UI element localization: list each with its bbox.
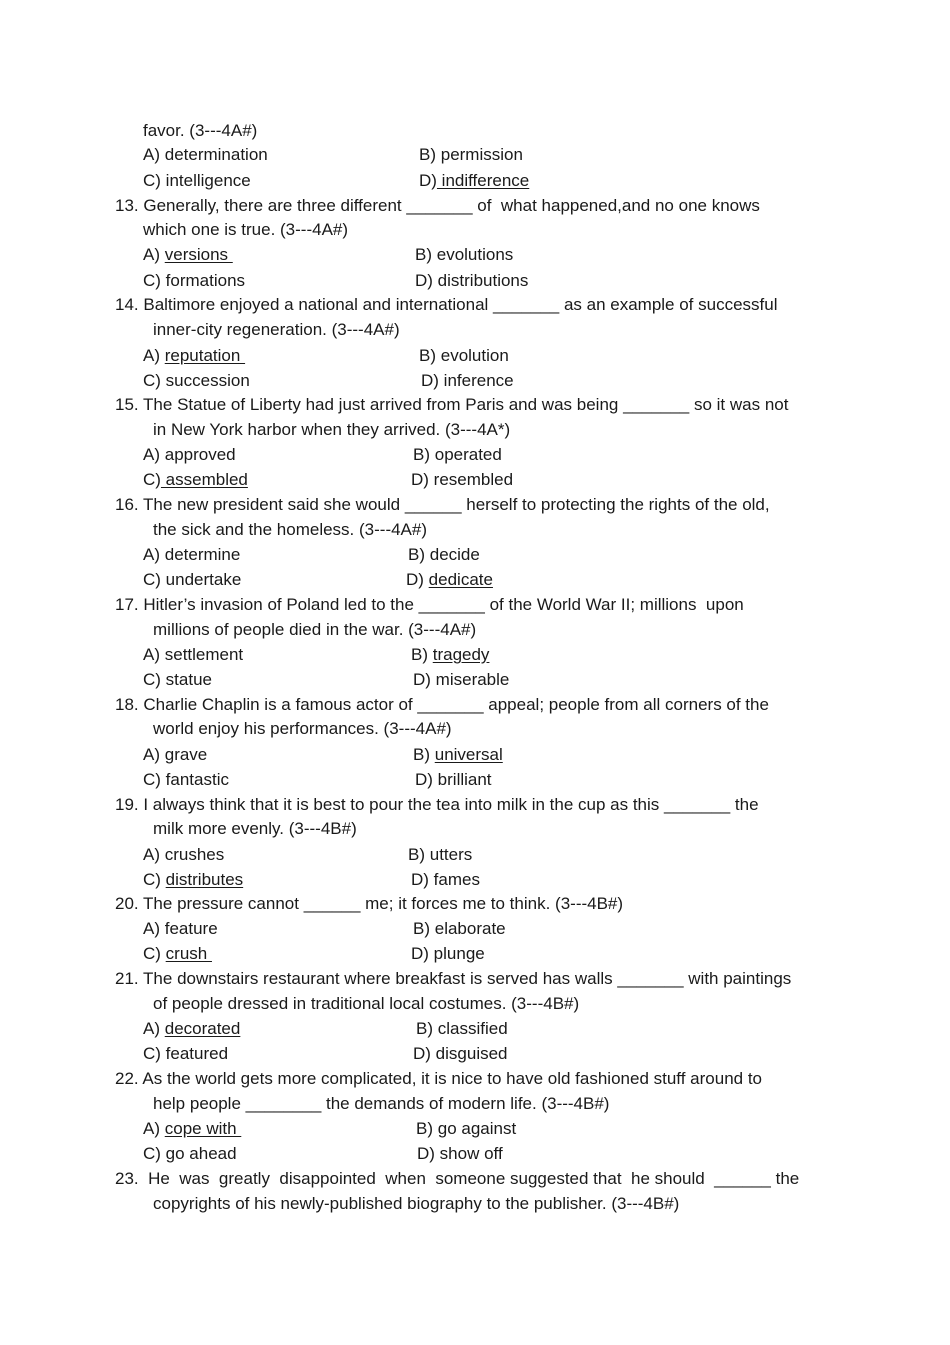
option-label: D) (406, 570, 429, 589)
option-label: D) (421, 371, 444, 390)
answer-text: universal (434, 745, 503, 764)
option-a (143, 445, 236, 465)
option-text: feature (164, 919, 218, 938)
option-c (143, 670, 212, 690)
option-b (408, 545, 480, 565)
option-d (417, 1144, 503, 1164)
option-a (143, 1119, 241, 1139)
option-text: evolutions (436, 245, 514, 264)
option-text: resembled (433, 470, 514, 489)
answer-text: distributes (165, 870, 244, 889)
option-c (143, 271, 245, 291)
question-17-stem-cont: millions of people died in the war. (3---4A#) (153, 620, 477, 639)
question-18-stem-cont: world enjoy his performances. (3---4A#) (153, 719, 452, 738)
option-label: C) (143, 870, 166, 889)
option-a (143, 745, 207, 765)
answer-text: assembled (160, 470, 248, 489)
option-b (413, 745, 503, 765)
answer-text: decorated (164, 1019, 241, 1038)
answer-text: cope with (164, 1119, 242, 1138)
option-text: succession (165, 371, 250, 390)
option-label: A) (143, 1119, 165, 1138)
option-text: undertake (165, 570, 242, 589)
option-label: B) (408, 845, 430, 864)
option-label: D) (413, 670, 436, 689)
option-text: plunge (433, 944, 485, 963)
option-b (413, 919, 506, 939)
option-text: decide (429, 545, 480, 564)
option-label: A) (143, 845, 165, 864)
option-c (143, 570, 241, 590)
option-label: C) (143, 271, 166, 290)
option-text: settlement (164, 645, 244, 664)
question-22-stem-cont: help people ________ the demands of modern life. (3---4B#) (153, 1094, 610, 1113)
answer-text: tragedy (432, 645, 490, 664)
question-23-stem: 23. He was greatly disappointed when someone suggested that he should ______ the (115, 1169, 800, 1188)
option-label: C) (143, 171, 166, 190)
option-label: C) (143, 1144, 166, 1163)
option-label: B) (416, 1119, 438, 1138)
option-label: C) (143, 570, 166, 589)
question-19-stem: 19. I always think that it is best to pour the tea into milk in the cup as this _______ the (115, 795, 759, 814)
option-text: go against (437, 1119, 517, 1138)
option-label: B) (413, 919, 435, 938)
option-a (143, 346, 245, 366)
option-label: B) (415, 245, 437, 264)
question-14-stem: 14. Baltimore enjoyed a national and international _______ as an example of successful (115, 295, 778, 314)
option-text: featured (165, 1044, 229, 1063)
option-text: disguised (435, 1044, 508, 1063)
option-b (413, 445, 502, 465)
question-22-stem: 22. As the world gets more complicated, it is nice to have old fashioned stuff around to (115, 1069, 763, 1088)
option-label: A) (143, 145, 165, 164)
option-label: B) (419, 346, 441, 365)
question-19-stem-cont: milk more evenly. (3---4B#) (153, 819, 357, 838)
question-18-stem: 18. Charlie Chaplin is a famous actor of _______ appeal; people from all corners of the (115, 695, 769, 714)
question-17-stem: 17. Hitler’s invasion of Poland led to the _______ of the World War II; millions upon (115, 595, 744, 614)
option-label: D) (411, 870, 434, 889)
option-text: go ahead (165, 1144, 237, 1163)
option-b (415, 245, 513, 265)
option-text: brilliant (437, 770, 492, 789)
option-b (408, 845, 472, 865)
option-d (411, 944, 485, 964)
option-a (143, 645, 243, 665)
option-d (421, 371, 514, 391)
option-text: distributions (437, 271, 529, 290)
option-text: evolution (440, 346, 509, 365)
option-text: elaborate (434, 919, 506, 938)
question-13-stem-cont: which one is true. (3---4A#) (143, 220, 349, 239)
question-15-stem-cont: in New York harbor when they arrived. (3---4A*) (153, 420, 511, 439)
option-label: B) (408, 545, 430, 564)
option-label: A) (143, 745, 165, 764)
option-label: D) (419, 171, 437, 190)
option-label: B) (416, 1019, 438, 1038)
option-text: inference (443, 371, 514, 390)
option-text: fantastic (165, 770, 229, 789)
option-label: A) (143, 445, 165, 464)
option-text: determination (164, 145, 268, 164)
question-16-stem-cont: the sick and the homeless. (3---4A#) (153, 520, 428, 539)
option-a (143, 545, 240, 565)
option-text: fames (433, 870, 480, 889)
option-a (143, 845, 224, 865)
option-label: C) (143, 1044, 166, 1063)
option-text: intelligence (165, 171, 251, 190)
option-d (415, 271, 528, 291)
option-label: A) (143, 919, 165, 938)
question-12-stem: favor. (3---4A#) (143, 121, 258, 140)
option-b (411, 645, 489, 665)
option-c (143, 470, 248, 490)
option-c (143, 1044, 228, 1064)
answer-text: versions (164, 245, 233, 264)
option-text: miserable (435, 670, 510, 689)
option-text: approved (164, 445, 236, 464)
option-c (143, 371, 250, 391)
option-label: D) (415, 271, 438, 290)
option-text: statue (165, 670, 212, 689)
option-d (406, 570, 493, 590)
option-d (413, 670, 509, 690)
option-b (416, 1119, 516, 1139)
option-d (415, 770, 492, 790)
option-c (143, 171, 251, 191)
option-label: C) (143, 770, 166, 789)
option-c (143, 870, 243, 890)
option-label: B) (411, 645, 433, 664)
option-b (416, 1019, 508, 1039)
option-b (419, 346, 509, 366)
option-label: D) (411, 944, 434, 963)
option-label: B) (413, 745, 435, 764)
option-a (143, 1019, 240, 1039)
option-text: show off (439, 1144, 503, 1163)
option-d (419, 171, 529, 191)
question-13-stem: 13. Generally, there are three different _______ of what happened,and no one knows (115, 196, 760, 215)
option-label: C) (143, 944, 166, 963)
question-21-stem-cont: of people dressed in traditional local costumes. (3---4B#) (153, 994, 580, 1013)
question-14-stem-cont: inner-city regeneration. (3---4A#) (153, 320, 400, 339)
option-text: determine (164, 545, 241, 564)
question-23-stem-cont: copyrights of his newly-published biography to the publisher. (3---4B#) (153, 1194, 680, 1213)
option-label: C) (143, 670, 166, 689)
option-label: A) (143, 346, 165, 365)
option-a (143, 145, 268, 165)
option-label: A) (143, 1019, 165, 1038)
option-text: grave (164, 745, 208, 764)
option-a (143, 919, 218, 939)
answer-text: dedicate (428, 570, 493, 589)
option-label: C) (143, 371, 166, 390)
option-label: D) (413, 1044, 436, 1063)
option-d (413, 1044, 508, 1064)
question-15-stem: 15. The Statue of Liberty had just arrived from Paris and was being _______ so it was not (115, 395, 789, 414)
option-label: D) (417, 1144, 440, 1163)
option-text: utters (429, 845, 473, 864)
question-21-stem: 21. The downstairs restaurant where breakfast is served has walls _______ with paintings (115, 969, 792, 988)
option-label: A) (143, 245, 165, 264)
option-text: crushes (164, 845, 225, 864)
option-d (411, 470, 513, 490)
question-16-stem: 16. The new president said she would ______ herself to protecting the rights of the old, (115, 495, 770, 514)
option-b (419, 145, 523, 165)
option-text: permission (440, 145, 523, 164)
option-a (143, 245, 233, 265)
option-c (143, 944, 212, 964)
option-label: D) (415, 770, 438, 789)
option-label: C) (143, 470, 161, 489)
option-text: operated (434, 445, 502, 464)
answer-text: indifference (436, 171, 530, 190)
option-label: B) (413, 445, 435, 464)
answer-text: reputation (164, 346, 246, 365)
question-20-stem: 20. The pressure cannot ______ me; it forces me to think. (3---4B#) (115, 894, 624, 913)
answer-text: crush (165, 944, 212, 963)
option-label: A) (143, 545, 165, 564)
option-text: classified (437, 1019, 508, 1038)
option-label: D) (411, 470, 434, 489)
option-c (143, 1144, 237, 1164)
option-label: B) (419, 145, 441, 164)
option-d (411, 870, 480, 890)
option-c (143, 770, 229, 790)
option-label: A) (143, 645, 165, 664)
option-text: formations (165, 271, 246, 290)
